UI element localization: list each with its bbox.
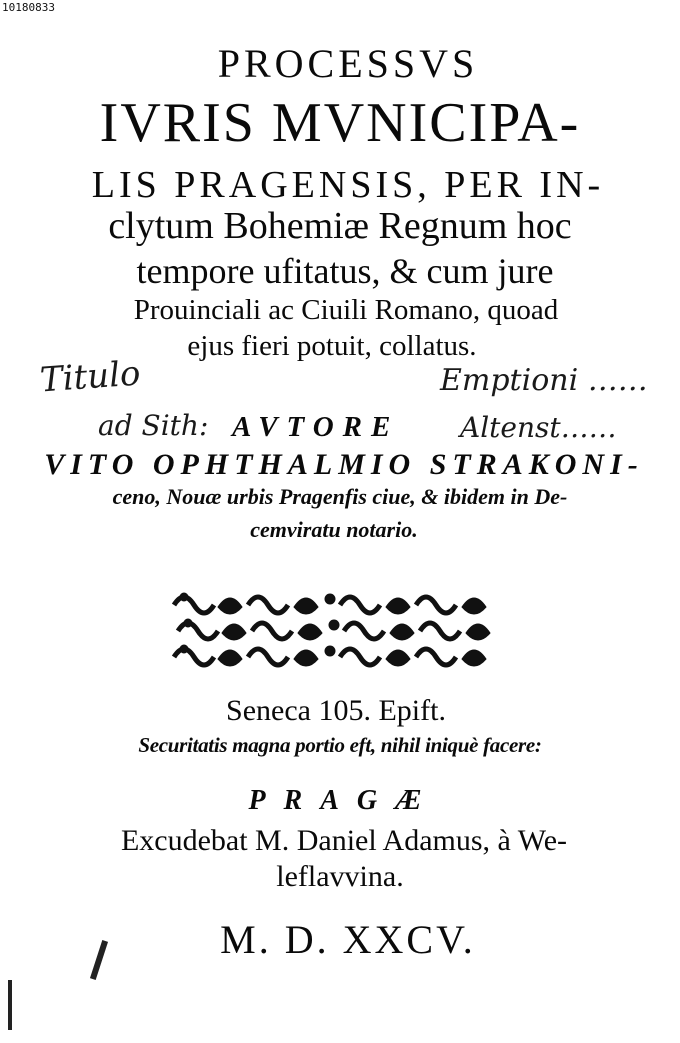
left-edge-stain xyxy=(8,980,12,1030)
title-line-7: ejus fieri potuit, collatus. xyxy=(187,330,477,362)
imprint-place: PRAGÆ xyxy=(248,785,440,816)
title-line-2: IVRIS MVNICIPA- xyxy=(99,92,581,154)
publication-date: M. D. XXCV. xyxy=(220,917,476,962)
author-line-1: VITO OPHTHALMIO STRAKONI- xyxy=(44,448,644,481)
handwritten-note-right-bottom: Altenst…… xyxy=(460,411,617,444)
title-line-1: PROCESSVS xyxy=(217,41,479,86)
handwritten-note-left-top: Titulo xyxy=(38,353,142,401)
author-label: AVTORE xyxy=(232,411,400,443)
title-line-3: LIS PRAGENSIS, PER IN- xyxy=(91,164,605,206)
epigraph-quote: Securitatis magna portio eft, nihil iniquè facere: xyxy=(138,733,542,757)
imprint-line-2: leflavvina. xyxy=(276,860,404,893)
title-line-5: tempore ufitatus, & cum jure xyxy=(136,251,554,291)
imprint-line-1: Excudebat M. Daniel Adamus, à We- xyxy=(120,824,568,857)
handwritten-note-left-bottom: ad Sith: xyxy=(98,409,209,442)
author-line-3: cemviratu notario. xyxy=(250,517,418,542)
epigraph-source: Seneca 105. Epift. xyxy=(226,694,446,727)
shelfmark-label: 10180833 xyxy=(2,1,55,14)
title-line-4: clytum Bohemiæ Regnum hoc xyxy=(108,205,572,247)
handwritten-note-right-top: Emptioni …… xyxy=(440,363,648,398)
author-line-2: ceno, Nouæ urbis Pragenfis ciue, & ibidem in De- xyxy=(112,484,568,509)
title-line-6: Prouinciali ac Ciuili Romano, quoad xyxy=(133,294,559,326)
printers-ornament xyxy=(170,585,496,671)
